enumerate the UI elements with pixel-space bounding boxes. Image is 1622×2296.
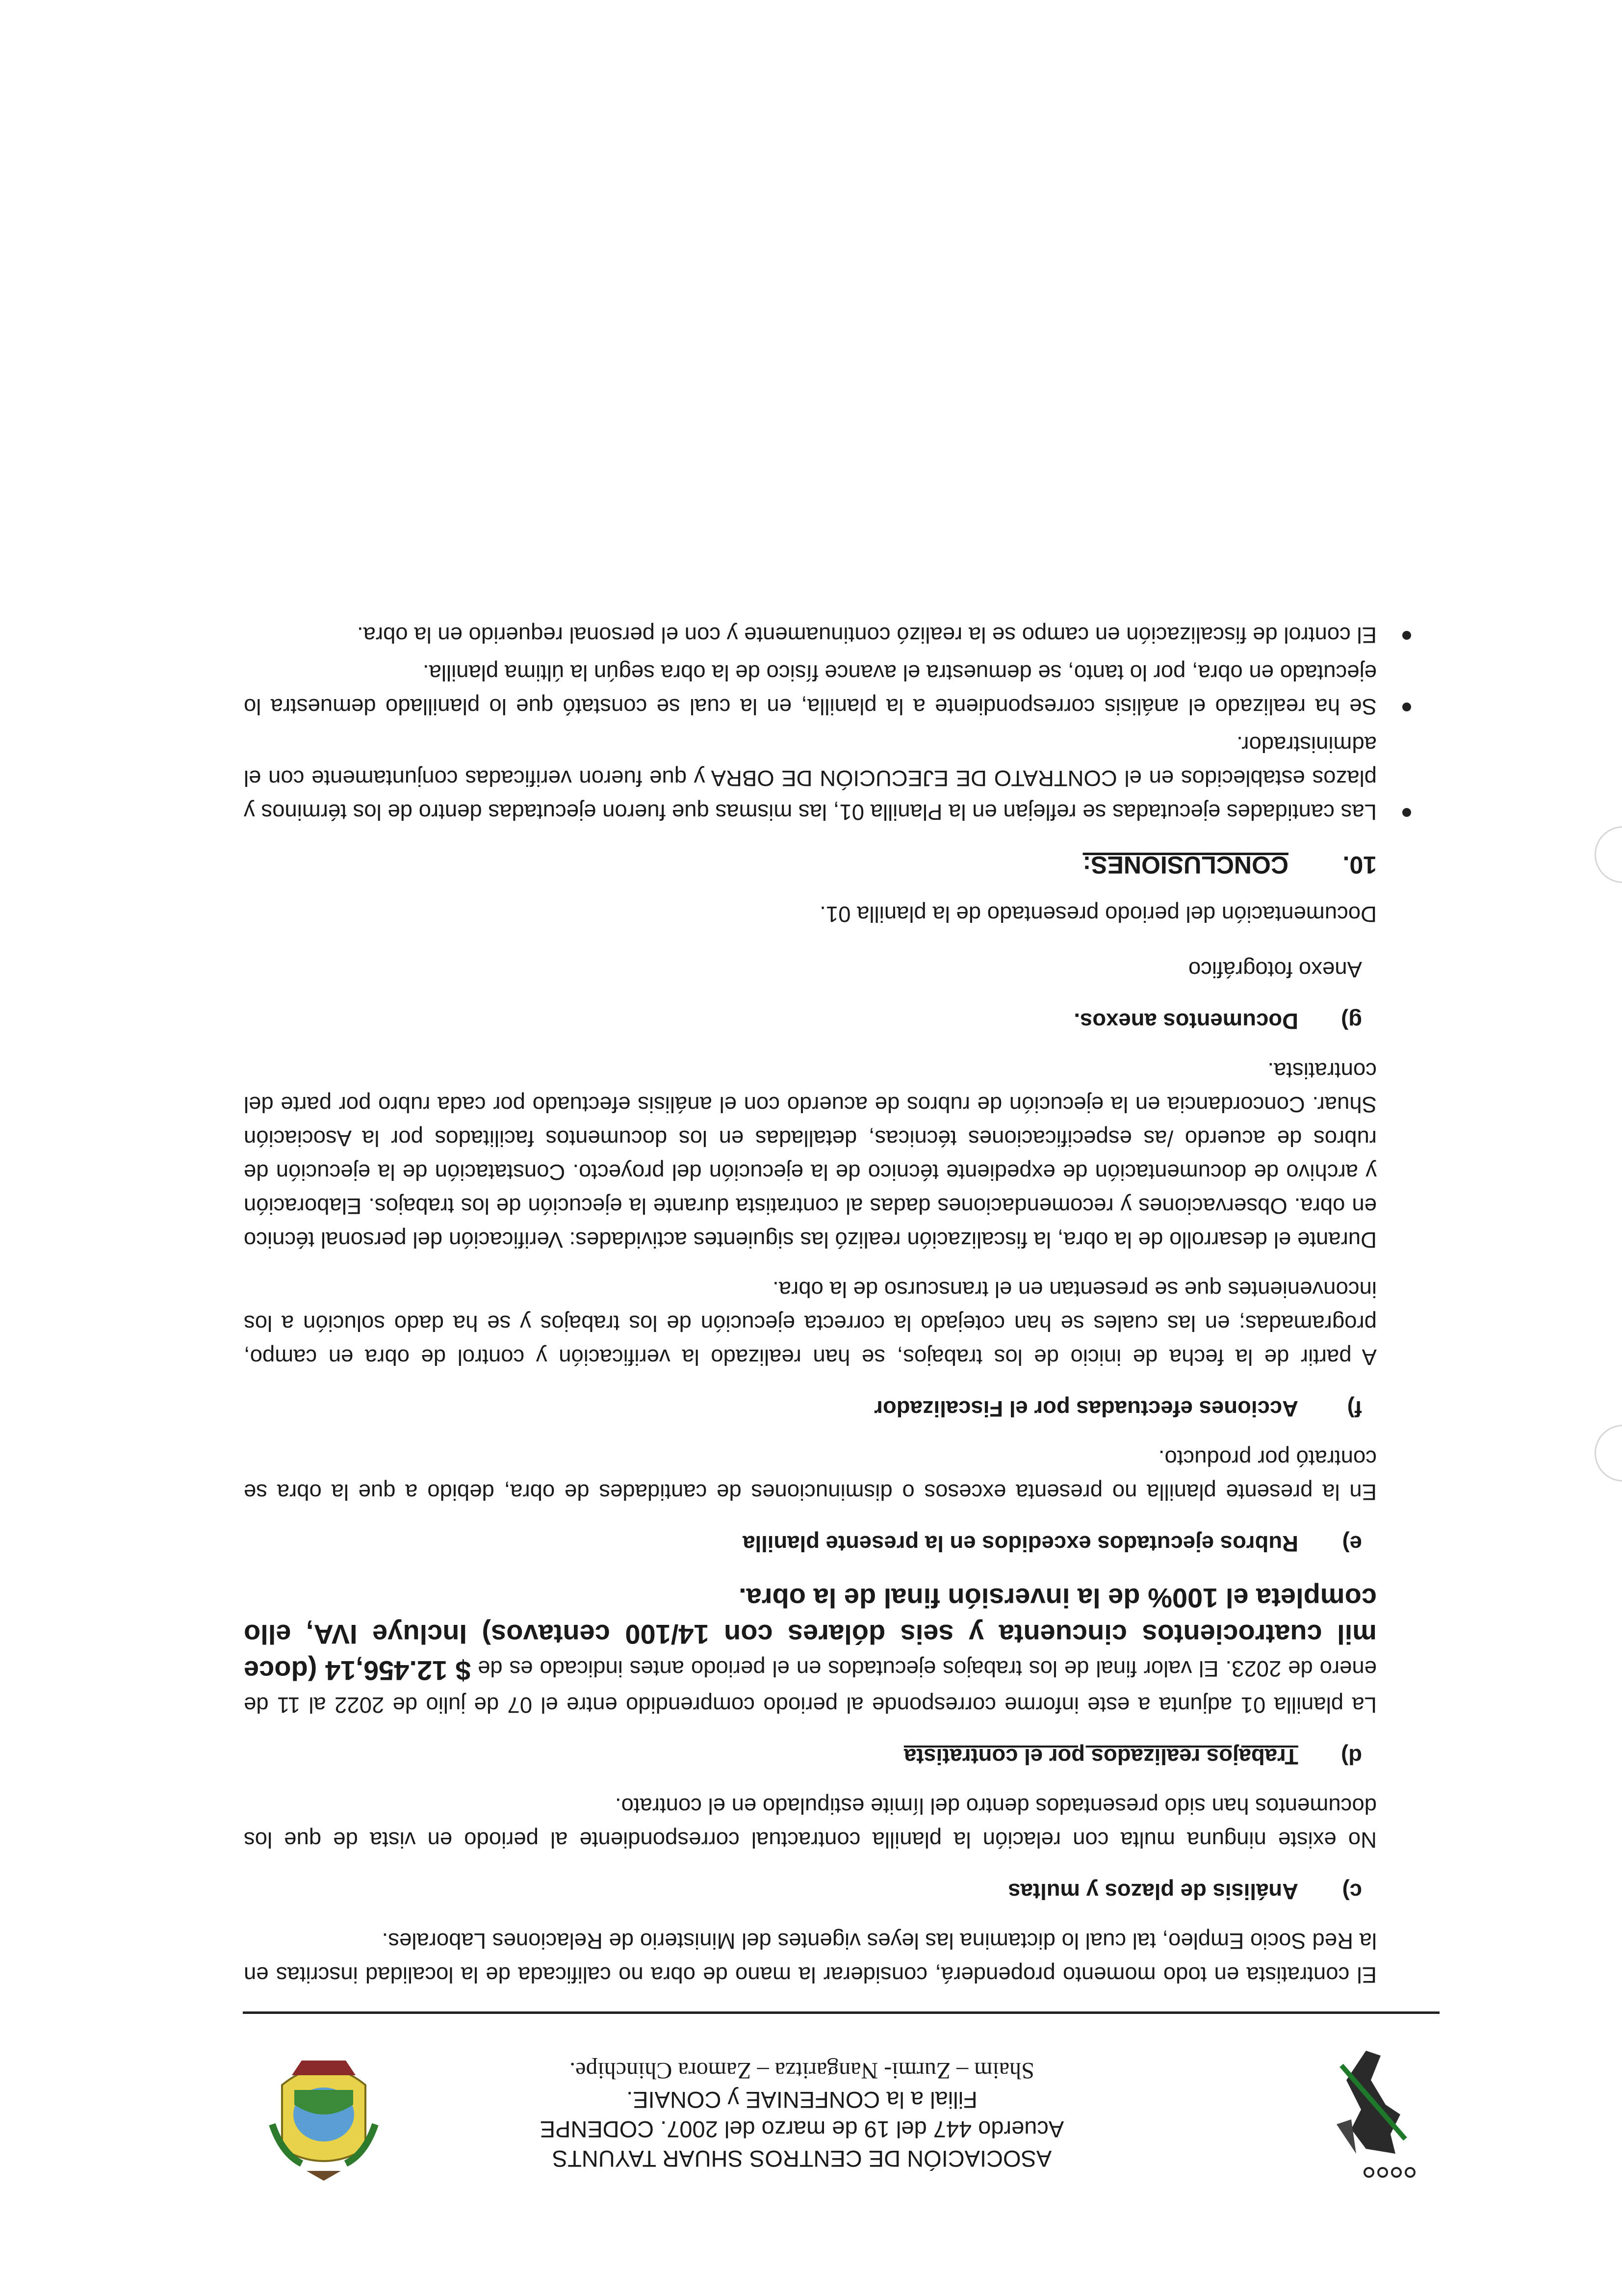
section-letter: g) [1341, 1009, 1362, 1034]
section-number: 10. [1342, 851, 1377, 879]
section-title: Rubros ejecutados excedidos en la presente planilla [743, 1531, 1298, 1556]
section-letter: e) [1342, 1531, 1362, 1556]
section-e-text: En la presente planilla no presenta excesos o disminuciones de cantidades de obra, debido a que la obra se contrató por producto. [244, 1446, 1377, 1505]
section-c-text: No existe ninguna multa con relación la planilla contractual correspondiente al periodo en vista de que los documentos han sido presentados dentro del límite estipulado en el contrato. [244, 1794, 1377, 1852]
coat-of-arms-icon [262, 2046, 385, 2183]
conclusions-heading [244, 848, 1377, 882]
list-item [244, 618, 1377, 652]
section-g-heading [244, 1004, 1377, 1038]
report-body [244, 614, 1377, 1992]
bullet-icon [1402, 703, 1411, 711]
punch-hole [1595, 826, 1622, 883]
annex-item: Anexo fotográfico [1188, 957, 1362, 982]
list-item [244, 728, 1377, 829]
section-f-text-2: Durante el desarrollo de la obra, la fiscalización realizó las siguientes actividades: Verificación del personal técnico en obra. Observaciones y recomendaciones dadas al contratista durante la ejecución de los trabajos. Elaboración y archivo de documentación de expediente técnico de la ejecución del proyecto. Constatación de la ejecución de rubros de acuerdo /as especificaciones técnicas, detalladas en los documentos facilitados por la Asociación Shuar. Concordancia en la ejecución de rubros de acuerdo con el análisis efectuado por cada rubro por parte del contratista. [244, 1058, 1377, 1252]
final-amount: $ 12.456,14 (doce mil cuatrocientos cincuenta y seis dólares con 14/100 centavos) Incluye IVA, ello completa el 100% de la inversión final de la obra. [244, 1583, 1377, 1686]
conclusions-title: CONCLUSIONES: [1082, 851, 1288, 879]
annex-item: Documentación del periodo presentado de la planilla 01. [820, 902, 1377, 927]
section-d-heading [244, 1740, 1377, 1774]
section-f-text-1: A partir de la fecha de inicio de los trabajos, se han realizado la verificación y control de obra en campo, programadas; en las cuales se han cotejado la correcta ejecución de los trabajos y se ha dado solución a los inconvenientes que se presentan en el transcurso de la obra. [244, 1277, 1377, 1370]
warrior-logo-icon [1317, 2046, 1425, 2183]
list-item-text: Las cantidades ejecutadas se reflejan en la Planilla 01, las mismas que fueron ejecutadas dentro de los términos y plazos establecidos en el CONTRATO DE EJECUCIÓN DE OBRA y que fueron verificadas conjuntamente con el administrador. [244, 732, 1377, 825]
section-e-heading [244, 1527, 1377, 1561]
intro-paragraph: El contratista en todo momento propenderá, considerar la mano de obra no calificada de la localidad inscritas en la Red Socio Empleo, tal cual lo dictamina las leyes vigentes del Ministerio de Relaciones Laborales. [244, 1929, 1377, 1987]
list-item [244, 656, 1377, 724]
locations-line: Shaim – Zurmi- Nangaritza – Zamora Chinchipe. [569, 2058, 1034, 2084]
section-d-text-start: La planilla 01 adjunta a este informe corresponde al periodo comprendido entre el 07 de julio de 2022 al 11 de enero de 2023. El valor final de los trabajos ejecutados en el periodo antes indicado es de [244, 1656, 1377, 1718]
letterhead-text [459, 2056, 1145, 2173]
section-letter: c) [1342, 1879, 1362, 1904]
agreement-line: Acuerdo 447 del 19 de marzo del 2007. CODENPE [540, 2116, 1064, 2142]
section-f-heading [244, 1392, 1377, 1426]
section-title: Acciones efectuadas por el Fiscalizador [874, 1396, 1298, 1421]
letterhead [238, 2026, 1440, 2193]
header-divider [243, 2011, 1440, 2014]
list-item-text: El control de fiscalización en campo se la realizó continuamente y con el personal requerido en la obra. [357, 623, 1377, 648]
section-c-heading [244, 1875, 1377, 1908]
punch-hole [1595, 1425, 1622, 1482]
section-letter: d) [1341, 1744, 1362, 1769]
section-title: Trabajos realizados por el contratista [903, 1744, 1298, 1769]
conclusions-list [244, 618, 1377, 829]
section-d-text [244, 1579, 1377, 1722]
list-item-text: Se ha realizado el análisis correspondiente a la planilla, en la cual se constató que lo planillado demuestra lo ejecutado en obra, por lo tanto, se demuestra el avance físico de la obra según la última planilla. [244, 660, 1377, 719]
section-title: Análisis de plazos y multas [1008, 1879, 1298, 1904]
section-title: Documentos anexos. [1074, 1009, 1298, 1034]
affiliation-line: Filial a la CONFENIAE y CONAIE. [626, 2087, 978, 2113]
bullet-icon [1402, 808, 1411, 817]
section-letter: f) [1347, 1396, 1362, 1421]
bullet-icon [1402, 631, 1411, 640]
org-name: ASOCIACIÓN DE CENTROS SHUAR TAYUNTS [552, 2146, 1052, 2172]
